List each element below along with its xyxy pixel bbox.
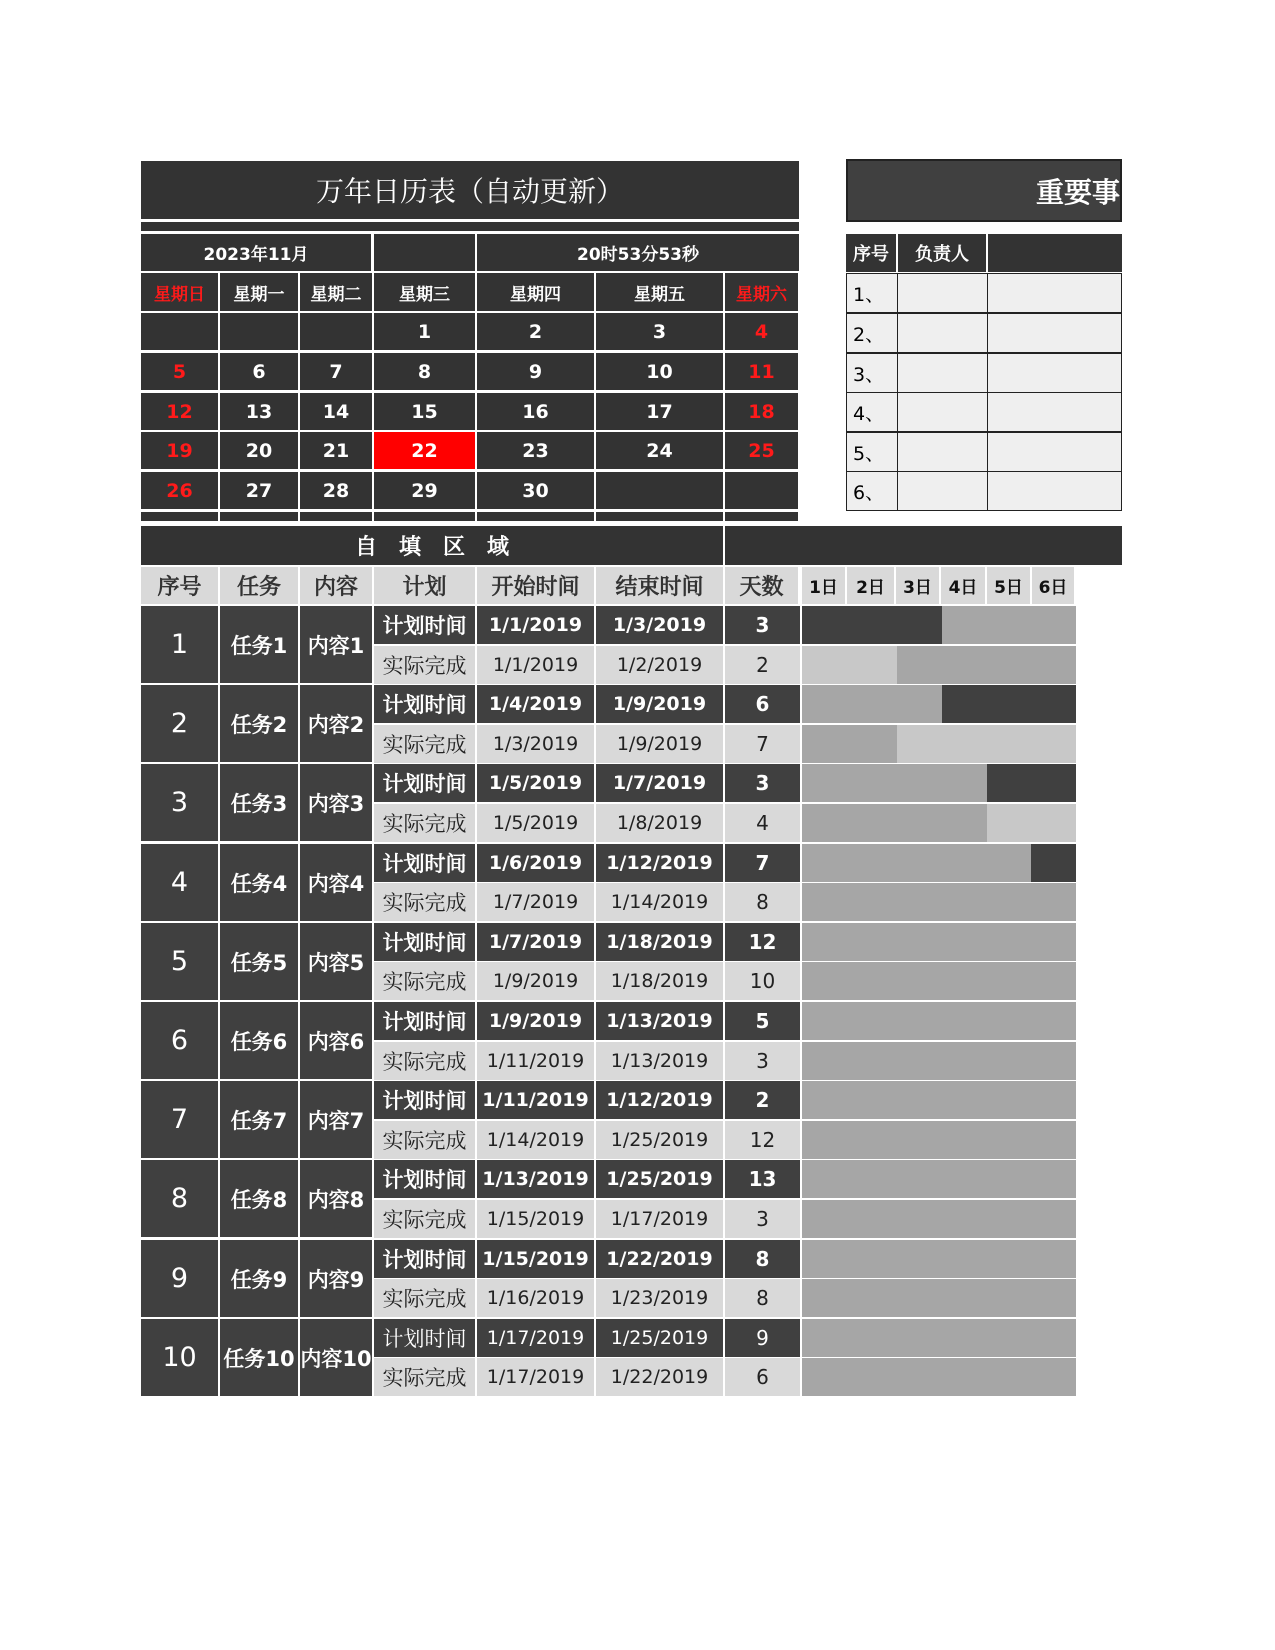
plan-start[interactable]: 1/9/2019 [477,1002,594,1040]
task-row-no: 10 [141,1319,218,1396]
calendar-day-cell[interactable]: 17 [596,393,723,430]
gantt-bar-segment [987,804,1076,842]
task-row-no: 8 [141,1160,218,1237]
task-row-no: 3 [141,764,218,841]
calendar-day-cell[interactable]: 2 [477,313,594,350]
plan-label: 计划时间 [374,923,475,961]
actual-days: 3 [725,1200,800,1238]
actual-end[interactable]: 1/25/2019 [596,1121,723,1159]
plan-days: 2 [725,1081,800,1119]
calendar-day-cell[interactable]: 11 [725,353,798,390]
plan-end[interactable]: 1/22/2019 [596,1240,723,1278]
calendar-bottom-strip [596,512,723,521]
important-owner-cell[interactable] [897,392,988,432]
gantt-bar-track [802,1160,1076,1198]
calendar-day-cell [220,313,298,350]
plan-days: 3 [725,606,800,644]
plan-end[interactable]: 1/7/2019 [596,764,723,802]
weekday-header: 星期日 [141,273,218,311]
important-header-owner: 负责人 [898,234,986,272]
actual-days: 10 [725,962,800,1000]
calendar-day-cell[interactable]: 3 [596,313,723,350]
actual-end[interactable]: 1/8/2019 [596,804,723,842]
gantt-bar-track [802,1042,1076,1080]
table-header: 计划 [374,567,475,604]
plan-label: 计划时间 [374,764,475,802]
task-name[interactable]: 任务9 [220,1240,298,1317]
task-name[interactable]: 任务10 [220,1319,298,1396]
task-name[interactable]: 任务2 [220,685,298,762]
calendar-day-cell[interactable]: 29 [374,472,475,509]
actual-days: 12 [725,1121,800,1159]
important-owner-cell[interactable] [897,353,988,393]
task-row-no: 6 [141,1002,218,1079]
task-name[interactable]: 任务3 [220,764,298,841]
plan-label: 计划时间 [374,844,475,882]
plan-label: 计划时间 [374,1081,475,1119]
gantt-bar-segment [942,685,1076,723]
important-row-no: 6、 [846,471,898,511]
important-row-no: 3、 [846,353,898,393]
plan-start[interactable]: 1/17/2019 [477,1319,594,1357]
task-content[interactable]: 内容1 [300,606,372,683]
calendar-day-cell[interactable]: 14 [300,393,372,430]
actual-start[interactable]: 1/1/2019 [477,646,594,684]
table-header: 天数 [725,567,798,604]
gantt-bar-track [802,923,1076,961]
important-owner-cell[interactable] [897,273,988,313]
calendar-day-cell[interactable]: 18 [725,393,798,430]
calendar-day-cell[interactable]: 5 [141,353,218,390]
plan-days: 12 [725,923,800,961]
gantt-bar-segment [802,606,942,644]
day-header: 3日 [896,567,939,604]
weekday-header: 星期三 [374,273,475,311]
gantt-bar-segment [802,725,897,763]
calendar-day-cell [596,472,723,509]
gantt-bar-segment [1031,844,1076,882]
actual-label: 实际完成 [374,883,475,921]
plan-start[interactable]: 1/1/2019 [477,606,594,644]
calendar-bottom-strip [300,512,372,521]
actual-days: 8 [725,883,800,921]
plan-end[interactable]: 1/12/2019 [596,844,723,882]
actual-days: 4 [725,804,800,842]
task-row-no: 5 [141,923,218,1000]
calendar-blank-cell [374,234,475,271]
actual-end[interactable]: 1/17/2019 [596,1200,723,1238]
task-content[interactable]: 内容10 [300,1319,372,1396]
gantt-bar-track [802,1279,1076,1317]
actual-end[interactable]: 1/14/2019 [596,883,723,921]
table-header: 开始时间 [477,567,594,604]
plan-label: 计划时间 [374,1160,475,1198]
calendar-time-label: 20时53分53秒 [477,234,799,271]
important-note-cell[interactable] [987,432,1122,472]
calendar-day-cell [725,472,798,509]
task-name[interactable]: 任务4 [220,844,298,921]
gantt-bar-track [802,1200,1076,1238]
calendar-divider [141,222,799,231]
calendar-bottom-strip [725,512,798,521]
important-note-cell[interactable] [987,471,1122,511]
calendar-day-cell[interactable]: 20 [220,432,298,469]
important-header-blank [988,234,1122,272]
task-name[interactable]: 任务6 [220,1002,298,1079]
task-name[interactable]: 任务8 [220,1160,298,1237]
actual-label: 实际完成 [374,646,475,684]
actual-end[interactable]: 1/2/2019 [596,646,723,684]
important-owner-cell[interactable] [897,313,988,353]
day-header: 4日 [941,567,985,604]
plan-end[interactable]: 1/13/2019 [596,1002,723,1040]
gantt-bar-track [802,1002,1076,1040]
actual-start[interactable]: 1/5/2019 [477,804,594,842]
gantt-bar-track [802,1358,1076,1396]
section-title: 自 填 区 域 [141,526,723,565]
task-name[interactable]: 任务7 [220,1081,298,1158]
calendar-day-cell[interactable]: 26 [141,472,218,509]
gantt-bar-track [802,1240,1076,1278]
plan-end[interactable]: 1/12/2019 [596,1081,723,1119]
plan-days: 9 [725,1319,800,1357]
plan-label: 计划时间 [374,606,475,644]
plan-days: 6 [725,685,800,723]
task-content[interactable]: 内容2 [300,685,372,762]
day-header: 5日 [987,567,1030,604]
plan-start[interactable]: 1/7/2019 [477,923,594,961]
important-row-no: 1、 [846,273,898,313]
table-header: 内容 [300,567,372,604]
actual-end[interactable]: 1/23/2019 [596,1279,723,1317]
plan-start[interactable]: 1/11/2019 [477,1081,594,1119]
plan-days: 8 [725,1240,800,1278]
calendar-today-cell[interactable]: 22 [374,432,475,469]
gantt-bar-segment [802,646,897,684]
calendar-day-cell[interactable]: 9 [477,353,594,390]
important-owner-cell[interactable] [897,471,988,511]
calendar-month-label: 2023年11月 [141,234,371,271]
gantt-bar-track [802,1081,1076,1119]
actual-start[interactable]: 1/9/2019 [477,962,594,1000]
actual-label: 实际完成 [374,962,475,1000]
important-row-no: 4、 [846,392,898,432]
actual-label: 实际完成 [374,725,475,763]
plan-start[interactable]: 1/15/2019 [477,1240,594,1278]
calendar-bottom-strip [220,512,298,521]
important-title: 重要事 [846,159,1122,222]
actual-end[interactable]: 1/18/2019 [596,962,723,1000]
gantt-bar-track [802,1319,1076,1357]
actual-start[interactable]: 1/3/2019 [477,725,594,763]
task-content[interactable]: 内容6 [300,1002,372,1079]
actual-end[interactable]: 1/22/2019 [596,1358,723,1396]
plan-days: 7 [725,844,800,882]
task-name[interactable]: 任务1 [220,606,298,683]
task-name[interactable]: 任务5 [220,923,298,1000]
plan-days: 13 [725,1160,800,1198]
weekday-header: 星期五 [596,273,723,311]
section-title-extension [725,526,1122,565]
calendar-day-cell[interactable]: 25 [725,432,798,469]
weekday-header: 星期四 [477,273,594,311]
important-note-cell[interactable] [987,273,1122,313]
actual-days: 3 [725,1042,800,1080]
table-header: 序号 [141,567,218,604]
calendar-day-cell[interactable]: 7 [300,353,372,390]
plan-end[interactable]: 1/18/2019 [596,923,723,961]
calendar-day-cell[interactable]: 10 [596,353,723,390]
gantt-bar-segment [987,764,1076,802]
task-row-no: 4 [141,844,218,921]
actual-days: 2 [725,646,800,684]
calendar-bottom-strip [374,512,475,521]
calendar-day-cell[interactable]: 8 [374,353,475,390]
plan-end[interactable]: 1/9/2019 [596,685,723,723]
table-header: 结束时间 [596,567,723,604]
plan-end[interactable]: 1/25/2019 [596,1160,723,1198]
weekday-header: 星期二 [300,273,372,311]
calendar-day-cell[interactable]: 21 [300,432,372,469]
calendar-day-cell[interactable]: 30 [477,472,594,509]
calendar-day-cell[interactable]: 12 [141,393,218,430]
plan-label: 计划时间 [374,1002,475,1040]
task-content[interactable]: 内容7 [300,1081,372,1158]
important-note-cell[interactable] [987,353,1122,393]
plan-label: 计划时间 [374,685,475,723]
day-header: 6日 [1032,567,1074,604]
actual-days: 8 [725,1279,800,1317]
actual-start[interactable]: 1/14/2019 [477,1121,594,1159]
plan-end[interactable]: 1/25/2019 [596,1319,723,1357]
gantt-bar-track [802,962,1076,1000]
table-header: 任务 [220,567,298,604]
task-content[interactable]: 内容4 [300,844,372,921]
gantt-bar-track [802,883,1076,921]
task-row-no: 2 [141,685,218,762]
calendar-day-cell[interactable]: 1 [374,313,475,350]
gantt-bar-track [802,1121,1076,1159]
calendar-title: 万年日历表（自动更新） [141,161,799,219]
calendar-day-cell[interactable]: 4 [725,313,798,350]
weekday-header: 星期一 [220,273,298,311]
plan-days: 3 [725,764,800,802]
important-note-cell[interactable] [987,313,1122,353]
actual-start[interactable]: 1/7/2019 [477,883,594,921]
calendar-bottom-strip [477,512,594,521]
plan-label: 计划时间 [374,1319,475,1357]
task-content[interactable]: 内容8 [300,1160,372,1237]
task-row-no: 1 [141,606,218,683]
actual-start[interactable]: 1/11/2019 [477,1042,594,1080]
calendar-day-cell[interactable]: 16 [477,393,594,430]
plan-days: 5 [725,1002,800,1040]
task-content[interactable]: 内容3 [300,764,372,841]
actual-label: 实际完成 [374,1358,475,1396]
actual-end[interactable]: 1/9/2019 [596,725,723,763]
calendar-day-cell [300,313,372,350]
task-content[interactable]: 内容9 [300,1240,372,1317]
plan-label: 计划时间 [374,1240,475,1278]
actual-label: 实际完成 [374,1200,475,1238]
calendar-day-cell[interactable]: 19 [141,432,218,469]
calendar-day-cell[interactable]: 13 [220,393,298,430]
actual-days: 7 [725,725,800,763]
important-owner-cell[interactable] [897,432,988,472]
calendar-day-cell[interactable]: 23 [477,432,594,469]
calendar-day-cell[interactable]: 6 [220,353,298,390]
calendar-day-cell[interactable]: 28 [300,472,372,509]
actual-start[interactable]: 1/15/2019 [477,1200,594,1238]
actual-end[interactable]: 1/13/2019 [596,1042,723,1080]
important-row-no: 2、 [846,313,898,353]
actual-start[interactable]: 1/17/2019 [477,1358,594,1396]
important-header-no: 序号 [846,234,896,272]
actual-label: 实际完成 [374,1121,475,1159]
actual-days: 6 [725,1358,800,1396]
calendar-day-cell[interactable]: 15 [374,393,475,430]
plan-end[interactable]: 1/3/2019 [596,606,723,644]
calendar-day-cell[interactable]: 27 [220,472,298,509]
actual-label: 实际完成 [374,1279,475,1317]
important-row-no: 5、 [846,432,898,472]
weekday-header: 星期六 [725,273,798,311]
day-header: 1日 [802,567,845,604]
plan-start[interactable]: 1/5/2019 [477,764,594,802]
actual-start[interactable]: 1/16/2019 [477,1279,594,1317]
day-header: 2日 [847,567,894,604]
calendar-day-cell[interactable]: 24 [596,432,723,469]
plan-start[interactable]: 1/4/2019 [477,685,594,723]
calendar-day-cell [141,313,218,350]
task-content[interactable]: 内容5 [300,923,372,1000]
important-note-cell[interactable] [987,392,1122,432]
actual-label: 实际完成 [374,804,475,842]
actual-label: 实际完成 [374,1042,475,1080]
plan-start[interactable]: 1/6/2019 [477,844,594,882]
plan-start[interactable]: 1/13/2019 [477,1160,594,1198]
calendar-bottom-strip [141,512,218,521]
task-row-no: 7 [141,1081,218,1158]
task-row-no: 9 [141,1240,218,1317]
